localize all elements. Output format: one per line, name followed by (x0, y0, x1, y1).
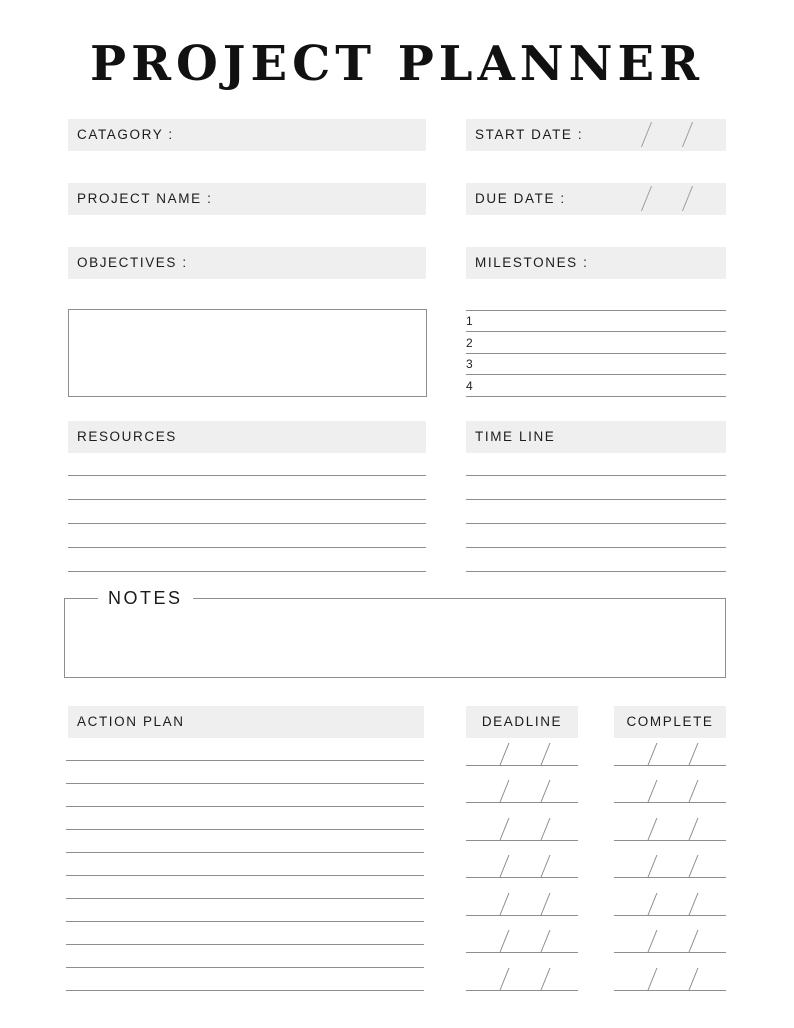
action-plan-line[interactable] (66, 783, 424, 784)
date-separator-slash (689, 930, 699, 952)
date-separator-slash (641, 186, 652, 211)
date-separator-slash (648, 818, 658, 840)
deadline-date-line[interactable] (466, 877, 578, 878)
start-date-field[interactable] (466, 119, 726, 151)
complete-date-line[interactable] (614, 990, 726, 991)
complete-label: COMPLETE (626, 714, 714, 729)
action-plan-line[interactable] (66, 898, 424, 899)
date-separator-slash (500, 855, 510, 877)
objectives-label: OBJECTIVES : (77, 255, 188, 270)
resources-line[interactable] (68, 571, 426, 572)
action-plan-line[interactable] (66, 806, 424, 807)
date-separator-slash (689, 818, 699, 840)
objectives-field[interactable] (68, 247, 426, 279)
category-label: CATAGORY : (77, 127, 174, 142)
complete-date-line[interactable] (614, 915, 726, 916)
milestone-number: 4 (466, 379, 473, 393)
resources-header (68, 421, 426, 453)
action-plan-line[interactable] (66, 967, 424, 968)
complete-date-line[interactable] (614, 840, 726, 841)
date-separator-slash (648, 743, 658, 765)
milestone-number: 1 (466, 314, 473, 328)
date-separator-slash (641, 122, 652, 147)
date-separator-slash (648, 855, 658, 877)
deadline-date-line[interactable] (466, 915, 578, 916)
date-separator-slash (689, 743, 699, 765)
deadline-label: DEADLINE (481, 714, 563, 729)
date-separator-slash (500, 968, 510, 990)
milestone-line[interactable] (466, 331, 726, 332)
milestones-header (466, 247, 726, 279)
date-separator-slash (648, 780, 658, 802)
timeline-line[interactable] (466, 475, 726, 476)
resources-line[interactable] (68, 475, 426, 476)
date-separator-slash (500, 893, 510, 915)
start-date-label: START DATE : (475, 127, 584, 142)
notes-label: NOTES (98, 586, 193, 610)
deadline-date-line[interactable] (466, 802, 578, 803)
action-plan-line[interactable] (66, 921, 424, 922)
date-separator-slash (689, 855, 699, 877)
date-separator-slash (648, 968, 658, 990)
action-plan-line[interactable] (66, 829, 424, 830)
date-separator-slash (682, 122, 693, 147)
date-separator-slash (541, 743, 551, 765)
deadline-date-line[interactable] (466, 952, 578, 953)
date-separator-slash (500, 930, 510, 952)
action-plan-line[interactable] (66, 875, 424, 876)
date-separator-slash (648, 893, 658, 915)
action-plan-line[interactable] (66, 760, 424, 761)
timeline-header (466, 421, 726, 453)
complete-date-line[interactable] (614, 877, 726, 878)
milestone-line (466, 310, 726, 311)
date-separator-slash (500, 743, 510, 765)
deadline-date-line[interactable] (466, 990, 578, 991)
page-title: PROJECT PLANNER (89, 36, 705, 92)
date-separator-slash (541, 855, 551, 877)
timeline-line[interactable] (466, 571, 726, 572)
resources-label: RESOURCES (77, 429, 177, 444)
timeline-line[interactable] (466, 547, 726, 548)
action-plan-line[interactable] (66, 852, 424, 853)
objectives-box[interactable] (68, 309, 427, 397)
date-separator-slash (541, 930, 551, 952)
action-plan-line[interactable] (66, 944, 424, 945)
date-separator-slash (541, 818, 551, 840)
milestone-line[interactable] (466, 396, 726, 397)
date-separator-slash (541, 968, 551, 990)
milestone-number: 2 (466, 336, 473, 350)
complete-date-line[interactable] (614, 802, 726, 803)
category-field[interactable] (68, 119, 426, 151)
date-separator-slash (541, 780, 551, 802)
timeline-line[interactable] (466, 523, 726, 524)
date-separator-slash (689, 893, 699, 915)
project-name-label: PROJECT NAME : (77, 191, 213, 206)
due-date-label: DUE DATE : (475, 191, 566, 206)
project-name-field[interactable] (68, 183, 426, 215)
date-separator-slash (500, 780, 510, 802)
milestone-number: 3 (466, 357, 473, 371)
timeline-label: TIME LINE (475, 429, 556, 444)
action-plan-label: ACTION PLAN (77, 714, 185, 729)
milestone-line[interactable] (466, 374, 726, 375)
resources-line[interactable] (68, 547, 426, 548)
timeline-line[interactable] (466, 499, 726, 500)
date-separator-slash (689, 968, 699, 990)
action-plan-header (68, 706, 424, 738)
resources-line[interactable] (68, 523, 426, 524)
deadline-header (466, 706, 578, 738)
date-separator-slash (648, 930, 658, 952)
date-separator-slash (682, 186, 693, 211)
due-date-field[interactable] (466, 183, 726, 215)
date-separator-slash (689, 780, 699, 802)
complete-header (614, 706, 726, 738)
complete-date-line[interactable] (614, 765, 726, 766)
date-separator-slash (541, 893, 551, 915)
milestones-label: MILESTONES : (475, 255, 589, 270)
deadline-date-line[interactable] (466, 765, 578, 766)
milestone-line[interactable] (466, 353, 726, 354)
notes-box[interactable] (64, 598, 726, 678)
resources-line[interactable] (68, 499, 426, 500)
date-separator-slash (500, 818, 510, 840)
deadline-date-line[interactable] (466, 840, 578, 841)
action-plan-line[interactable] (66, 990, 424, 991)
complete-date-line[interactable] (614, 952, 726, 953)
